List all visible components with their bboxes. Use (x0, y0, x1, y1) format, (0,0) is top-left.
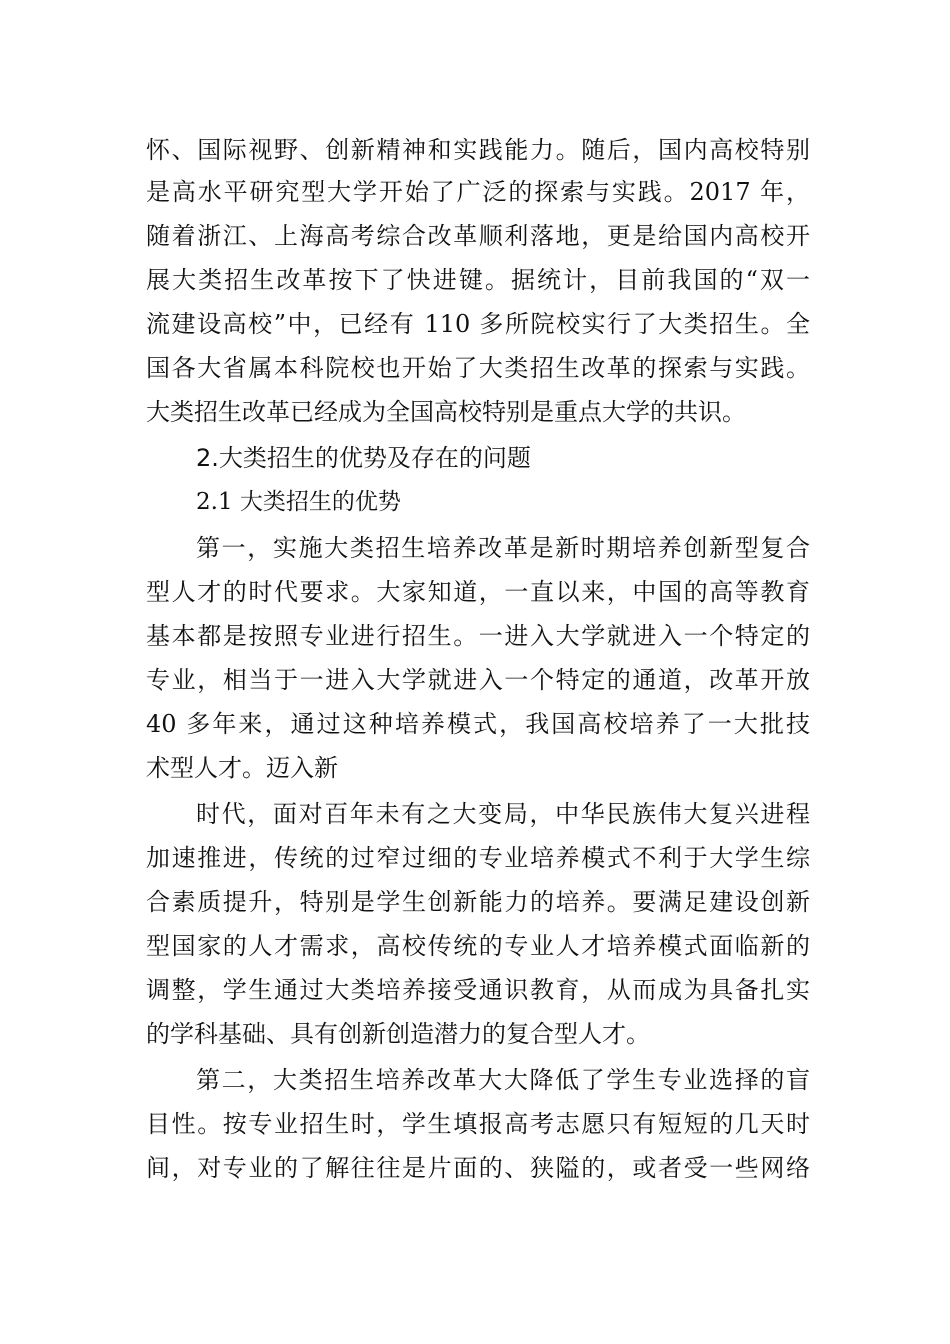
paragraph-4-line-1: 第二，大类招生培养改革大大降低了学生专业选择的盲 (196, 1066, 810, 1094)
section-heading-2-1: 2.1 大类招生的优势 (196, 489, 401, 515)
paragraph-3-line-3: 合素质提升，特别是学生创新能力的培养。要满足建设创新 (146, 888, 810, 916)
paragraph-1-line-1: 怀、国际视野、创新精神和实践能力。随后，国内高校特别 (146, 136, 810, 164)
paragraph-2-line-6: 术型人才。迈入新 (146, 754, 338, 782)
paragraph-2-line-4: 专业，相当于一进入大学就进入一个特定的通道，改革开放 (146, 666, 810, 694)
paragraph-1-line-7: 大类招生改革已经成为全国高校特别是重点大学的共识。 (146, 398, 746, 426)
paragraph-3-line-4: 型国家的人才需求，高校传统的专业人才培养模式面临新的 (146, 932, 810, 960)
paragraph-3-line-6: 的学科基础、具有创新创造潜力的复合型人才。 (146, 1020, 650, 1048)
paragraph-2-line-1: 第一，实施大类招生培养改革是新时期培养创新型复合 (196, 534, 810, 562)
paragraph-1-line-5: 流建设高校”中，已经有 110 多所院校实行了大类招生。全 (146, 310, 810, 338)
paragraph-2-line-5: 40 多年来，通过这种培养模式，我国高校培养了一大批技 (146, 710, 810, 738)
paragraph-2-line-2: 型人才的时代要求。大家知道，一直以来，中国的高等教育 (146, 578, 810, 606)
paragraph-2-line-3: 基本都是按照专业进行招生。一进入大学就进入一个特定的 (146, 622, 810, 650)
paragraph-3-line-1: 时代，面对百年未有之大变局，中华民族伟大复兴进程 (196, 800, 810, 828)
paragraph-3-line-2: 加速推进，传统的过窄过细的专业培养模式不利于大学生综 (146, 844, 810, 872)
paragraph-4-line-3: 间，对专业的了解往往是片面的、狭隘的，或者受一些网络 (146, 1154, 810, 1182)
paragraph-1-line-3: 随着浙江、上海高考综合改革顺利落地，更是给国内高校开 (146, 222, 810, 250)
paragraph-1-line-6: 国各大省属本科院校也开始了大类招生改革的探索与实践。 (146, 354, 810, 382)
paragraph-4-line-2: 目性。按专业招生时，学生填报高考志愿只有短短的几天时 (146, 1110, 810, 1138)
section-heading-2: 2.大类招生的优势及存在的问题 (196, 444, 531, 472)
paragraph-3-line-5: 调整，学生通过大类培养接受通识教育，从而成为具备扎实 (146, 976, 810, 1004)
paragraph-1-line-2: 是高水平研究型大学开始了广泛的探索与实践。2017 年， (146, 178, 810, 206)
paragraph-1-line-4: 展大类招生改革按下了快进键。据统计，目前我国的“双一 (146, 266, 810, 294)
